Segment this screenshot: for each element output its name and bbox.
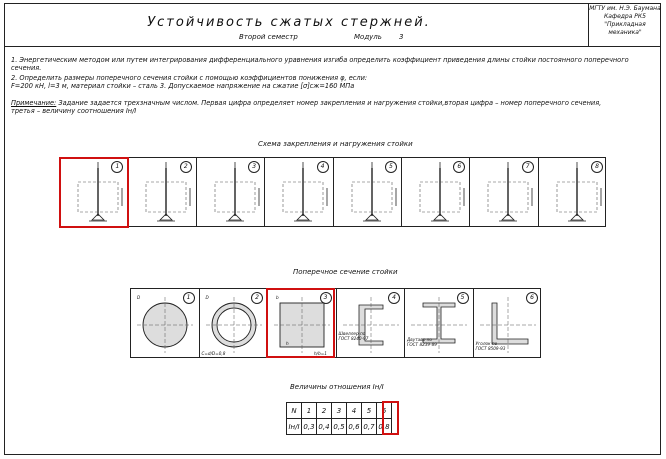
scheme-1 (60, 158, 128, 226)
scheme-7 (470, 158, 538, 226)
sections-strip (130, 288, 541, 358)
scheme-number: 8 (591, 161, 603, 173)
ratio-value-cell: 0,5 (332, 419, 347, 435)
ratio-index-cell: N (287, 403, 302, 419)
ratio-value-cell: 0,7 (362, 419, 377, 435)
note-label: Примечание: (11, 99, 57, 107)
note-line-2: третья – величину соотношения Iн/I (11, 107, 137, 115)
ratio-index-cell: 3 (332, 403, 347, 419)
section-5 (405, 289, 474, 357)
module-number: 3 (399, 33, 404, 41)
page-title: Устойчивость сжатых стержней. (147, 15, 431, 30)
schemes-strip (59, 157, 606, 227)
title-block (4, 3, 661, 47)
ratio-value-cell: 0,8 (377, 419, 392, 435)
sections-caption: Поперечное сечение стойки (293, 268, 398, 276)
scheme-4 (265, 158, 333, 226)
section-1 (131, 289, 200, 357)
ratio-value-cell: Iн/I (287, 419, 302, 435)
section-2 (200, 289, 269, 357)
ratio-table (286, 402, 392, 435)
note-text: Задание задается трехзначным числом. Первая цифра определяет номер закрепления и нагружения стойки,вторая цифра – номер поперечного сечения, (56, 99, 602, 107)
scheme-number: 5 (385, 161, 397, 173)
section-number: 6 (526, 292, 538, 304)
ratio-index-cell: 5 (362, 403, 377, 419)
section-3 (268, 289, 337, 357)
section-number: 1 (183, 292, 195, 304)
scheme-number: 4 (317, 161, 329, 173)
scheme-number: 1 (111, 161, 123, 173)
scheme-number: 7 (522, 161, 534, 173)
course-name: "Прикладная механика" (604, 21, 646, 36)
task-line-2: 2. Определить размеры поперечного сечения стойки с помощью коэффициентов понижения φ, если: (11, 74, 368, 82)
ratio-caption: Величины отношения Iн/I (290, 383, 384, 391)
task-line-1b: сечения. (11, 64, 42, 72)
scheme-2 (128, 158, 196, 226)
section-label: Двутавр по ГОСТ 8239-89 (407, 337, 437, 347)
section-label: Швеллер по ГОСТ 8240-97 (338, 331, 369, 341)
section-label: C=d/D=0,8 (201, 351, 226, 356)
section-label: D (137, 295, 141, 300)
note-line-1 (11, 99, 601, 107)
scheme-8 (539, 158, 607, 226)
scheme-number: 6 (453, 161, 465, 173)
section-label: D (205, 295, 209, 300)
scheme-number: 2 (180, 161, 192, 173)
scheme-5 (334, 158, 402, 226)
section-number: 5 (457, 292, 469, 304)
section-4 (337, 289, 406, 357)
ratio-index-cell: 1 (302, 403, 317, 419)
section-number: 2 (251, 292, 263, 304)
task-line-3: F=200 кН, l=3 м, материал стойки – сталь 3. Допускаемое напряжение на сжатие [σ]сж=160 МПа (11, 82, 355, 90)
section-label: Уголок по ГОСТ 8509-93 (475, 341, 506, 351)
university-name: МГТУ им. Н.Э. Баумана (589, 5, 661, 12)
section-number: 4 (388, 292, 400, 304)
semester-label: Второй семестр (239, 33, 298, 41)
ratio-index-cell: 2 (317, 403, 332, 419)
section-number: 3 (320, 292, 332, 304)
section-label: h/b=1 (314, 351, 327, 356)
scheme-3 (197, 158, 265, 226)
section-label: h (286, 341, 289, 346)
department-name: Кафедра РК5 (604, 13, 646, 20)
module-label: Модуль (354, 33, 382, 41)
task-line-1: 1. Энергетическим методом или путем интегрирования дифференциального уравнения изгиба определить коэффициент приведения длины стойки постоянного поперечного (11, 56, 629, 64)
ratio-value-cell: 0,4 (317, 419, 332, 435)
schemes-caption: Схема закрепления и нагружения стойки (258, 140, 413, 148)
institution-block (588, 3, 661, 46)
ratio-value-cell: 0,6 (347, 419, 362, 435)
ratio-index-cell: 6 (377, 403, 392, 419)
section-6 (474, 289, 543, 357)
section-label: b (276, 295, 279, 300)
ratio-index-cell: 4 (347, 403, 362, 419)
ratio-value-cell: 0,3 (302, 419, 317, 435)
scheme-number: 3 (248, 161, 260, 173)
scheme-6 (402, 158, 470, 226)
